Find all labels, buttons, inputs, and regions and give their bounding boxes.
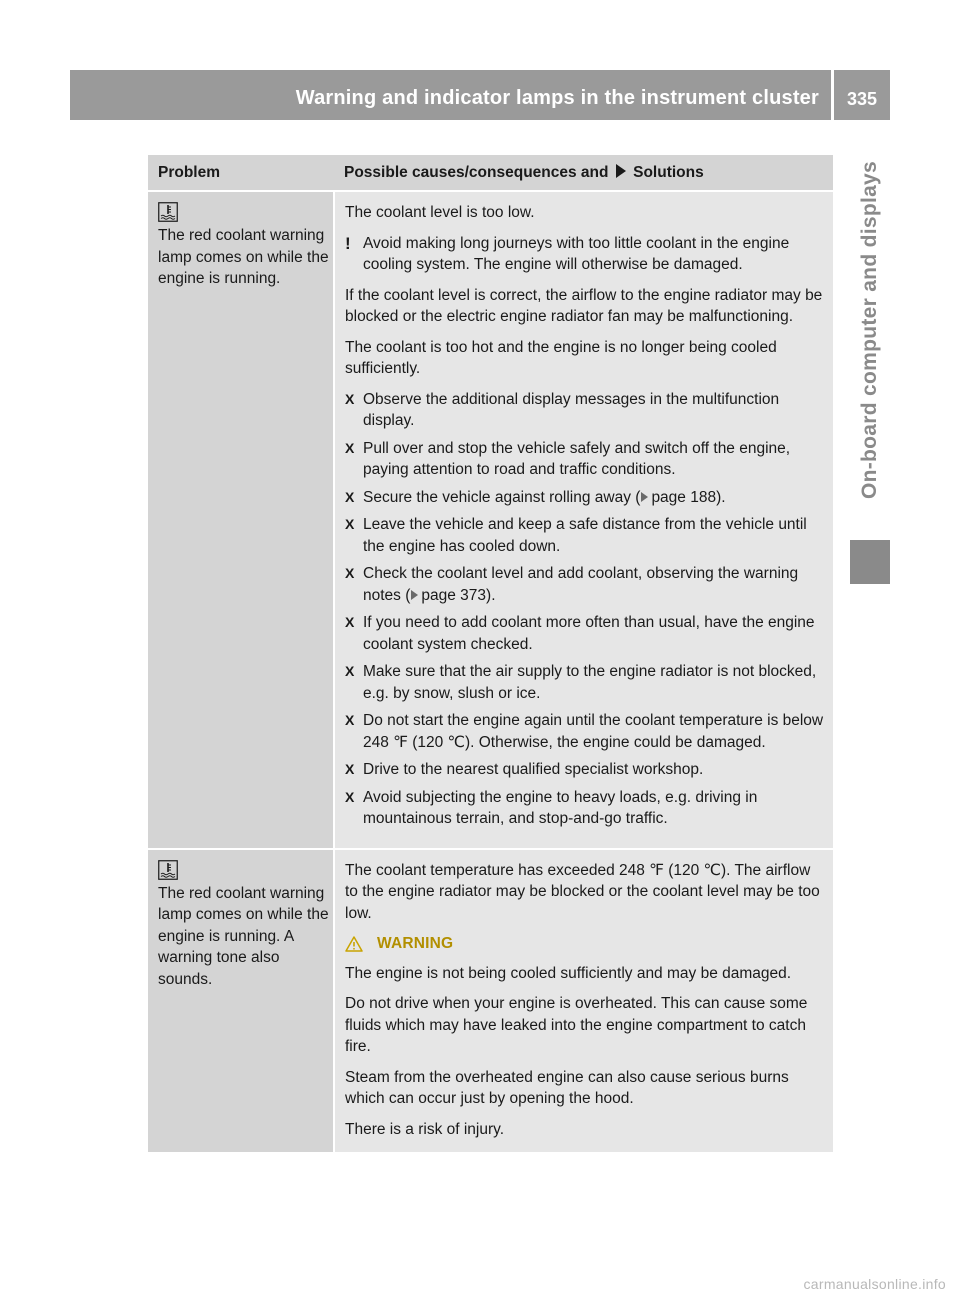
step-marker-icon: X [345,565,355,581]
step-marker-icon: X [345,761,355,777]
step-text-main: Check the coolant level and add coolant, observing the warning notes ( [363,565,799,604]
step-text [363,563,827,606]
step-text: Drive to the nearest qualified specialist workshop. [363,761,704,778]
solution-cell [334,849,833,1153]
table-header-row [148,155,833,191]
list-item [345,563,827,606]
column-header-solutions [334,155,833,191]
table-row [148,191,833,849]
page-reference-arrow-icon [641,492,648,502]
step-text: Pull over and stop the vehicle safely and switch off the engine, paying attention to road and traffic conditions. [363,439,791,478]
damage-note [345,233,827,276]
step-text [363,487,726,509]
problem-cell [148,849,334,1153]
watermark: carmanualsonline.info [803,1276,946,1292]
column-header-causes: Possible causes/consequences and [344,163,609,181]
page-reference-link[interactable]: page 373). [421,586,496,604]
list-item [345,487,827,509]
page-number: 335 [846,89,878,109]
cause-text: The coolant is too hot and the engine is no longer being cooled sufficiently. [345,338,777,377]
list-item [345,787,827,830]
cause-text: The coolant level is too low. [345,204,535,221]
step-marker-icon: X [345,516,355,532]
warning-text: Do not drive when your engine is overheated. This can cause some fluids which may have leaked into the engine compartment to catch fire. [345,995,808,1055]
note-text: Avoid making long journeys with too little coolant in the engine cooling system. The engine will otherwise be damaged. [363,234,790,273]
step-text: Observe the additional display messages in the multifunction display. [363,390,780,429]
step-marker-icon: X [345,488,355,505]
coolant-temperature-icon [158,202,178,222]
step-marker-icon: X [345,712,355,728]
warning-text: The engine is not being cooled sufficiently and may be damaged. [345,964,792,982]
step-marker-icon: X [345,663,355,679]
section-side-tab [850,120,890,540]
list-item [345,612,827,655]
list-item [345,438,827,481]
step-text: If you need to add coolant more often than usual, have the engine coolant system checked. [363,614,815,653]
side-tab-marker [850,540,890,584]
step-marker-icon: X [345,614,355,630]
step-marker-icon: X [345,788,355,805]
step-marker-icon: X [345,390,355,407]
warning-label: WARNING [377,935,454,952]
cause-text: If the coolant level is correct, the airflow to the engine radiator may be blocked or the electric engine radiator fan may be malfunctioning. [345,286,823,325]
page-reference-link[interactable]: page 188). [651,488,726,506]
step-text: Make sure that the air supply to the engine radiator is not blocked, e.g. by snow, slush or ice. [363,663,817,702]
cause-text: The coolant temperature has exceeded 248 ℉ (120 ℃). The airflow to the engine radiator may be blocked or the coolant level may be too low. [345,861,820,922]
list-item [345,389,827,432]
play-arrow-icon [616,164,626,178]
problem-cell [148,191,334,849]
step-marker-icon: X [345,439,355,456]
page-header [70,70,890,120]
problem-text: The red coolant warning lamp comes on while the engine is running. [158,227,329,287]
page-reference-arrow-icon [411,590,418,600]
list-item [345,710,827,753]
step-text: Do not start the engine again until the coolant temperature is below 248 ℉ (120 ℃). Otherwise, the engine could be damaged. [363,712,824,751]
problem-text: The red coolant warning lamp comes on while the engine is running. A warning tone also sounds. [158,884,329,988]
warning-text: There is a risk of injury. [345,1120,505,1138]
list-item [345,661,827,704]
list-item [345,759,827,781]
side-tab-label: On-board computer and displays [858,160,881,500]
step-text: Leave the vehicle and keep a safe distance from the vehicle until the engine has cooled down. [363,516,807,555]
table-row [148,849,833,1153]
column-header-solutions-label: Solutions [633,163,704,181]
warning-lamp-table [148,155,833,1152]
warning-triangle-icon [345,936,363,952]
solution-cell [334,191,833,849]
warning-text: Steam from the overheated engine can also cause serious burns which can occur just by opening the hood. [345,1068,789,1107]
warning-heading [345,933,827,955]
header-title: Warning and indicator lamps in the instrument cluster [295,87,819,109]
exclamation-icon: ! [345,233,351,253]
column-header-problem: Problem [148,155,334,191]
step-text: Avoid subjecting the engine to heavy loads, e.g. driving in mountainous terrain, and stop-and-go traffic. [363,788,758,827]
step-text-main: Secure the vehicle against rolling away ( [363,488,641,506]
list-item [345,514,827,557]
coolant-temperature-icon [158,860,178,880]
